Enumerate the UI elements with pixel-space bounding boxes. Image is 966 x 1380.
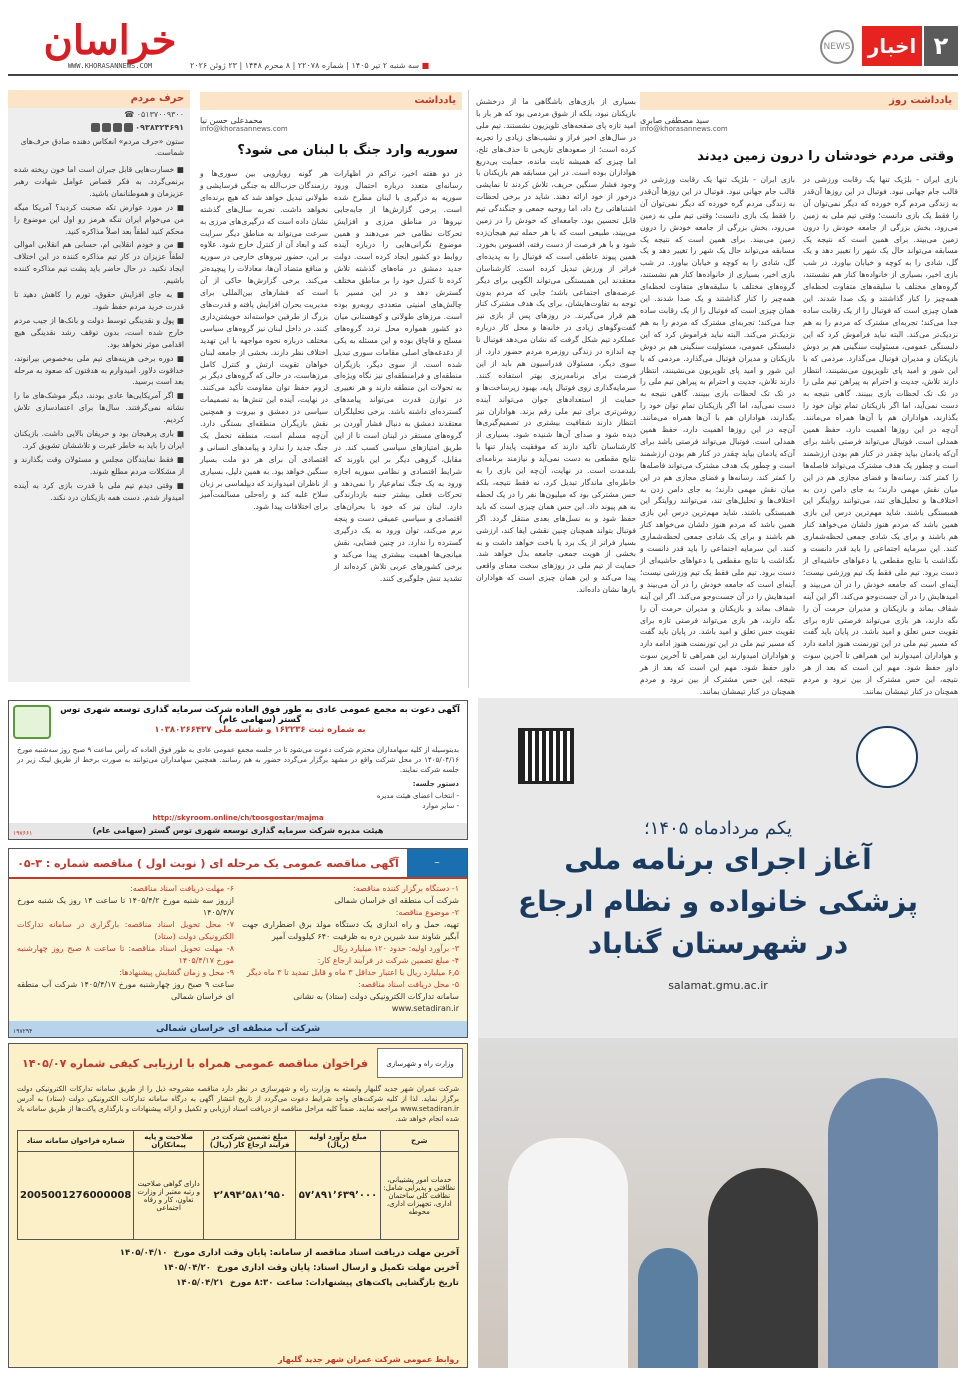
tender-items-right — [242, 883, 459, 1015]
table-cell: ۵۷٬۸۹۱٬۶۳۹٬۰۰۰ — [296, 1152, 380, 1240]
author-name: سید مصطفی صابری — [640, 116, 710, 125]
table-header: شماره فراخوان سامانه ستاد — [18, 1131, 134, 1152]
ad-code: ۱۹۷۲۹۴ — [13, 1028, 33, 1035]
child-figure — [638, 1248, 698, 1368]
tender-item: سامانه تدارکات الکترونیکی دولت (ستاد) به نشانی — [293, 992, 459, 1001]
dateline: ■ سه شنبه ۲ تیر ۱۴۰۵ | شماره ۲۲۰۷۸ | ۸ محرم ۱۴۴۸ | ۲۳ ژوئن ۲۰۲۶ — [190, 61, 430, 70]
ad-tender — [8, 848, 468, 1038]
ad-title: آگهی دعوت به مجمع عمومی عادی به طور فوق العاده شرکت سرمایه گذاری توسعه شهری توس گستر (سهامی عام) — [60, 705, 460, 725]
telegram-icon — [91, 123, 100, 132]
deadline-date: ۱۴۰۵/۰۴/۲۰ — [163, 1263, 211, 1273]
newspaper-logo: خراسان — [43, 17, 177, 64]
list-item: ■ اگر آمریکایی‌ها عادی بودند، دیگر موشک‌های ما را نشانه نمی‌گرفتند. سال‌ها برای اعتمادسازی تلاش کردیم. — [14, 391, 184, 425]
tender-item: ۲- موضوع مناقصه: — [395, 908, 459, 917]
deadline-date: ۱۴۰۵/۰۴/۱۰ — [119, 1248, 168, 1258]
social-icons: ۰۹۳۸۳۲۴۶۹۱ — [8, 121, 190, 134]
water-company-logo: ~ — [407, 849, 467, 877]
agenda-item: - انتخاب اعضای هیئت مدیره — [376, 792, 459, 800]
tender-item: ۶٫۵ میلیارد ریال با اعتبار حداقل ۳ ماه و قابل تمدید تا ۳ ماه دیگر — [246, 968, 459, 977]
family-photo — [478, 1038, 958, 1368]
author-email: info@khorasannews.com — [200, 125, 288, 133]
deadline-row — [17, 1261, 459, 1276]
tender-item: ۴- مبلغ تضمین شرکت در فرآیند ارجاع کار: — [317, 956, 459, 965]
article-text-col-2: هر گونه رویارویی بین سوری‌ها و رزمندگان حزب‌الله به جنگی فرسایشی و طولانی تبدیل خواهد شد که هیچ برنده‌ای نخواهد داشت. تجربه سال‌های گذشته نشان داده است که درگیری‌های مرزی به سرعت می‌تواند به مناطق دیگر سرایت کند و ابعاد آن از کنترل خارج شود. علاوه بر این، حضور نیروهای خارجی در سوریه و منافع متضاد آن‌ها، معادلات را پیچیده‌تر می‌کند. برخی گزارش‌ها حاکی از آن است که فشارهای بین‌المللی برای مدیریت بحران افزایش یافته و قدرت‌های بزرگ از طرفین خواسته‌اند خویشتن‌داری کنند. در داخل لبنان نیز گروه‌های سیاسی مختلف درباره نحوه مواجهه با این تهدید اختلاف نظر دارند. بخشی از جامعه لبنان خواهان تقویت ارتش و کنترل کامل مرزهاست، در حالی که گروه‌های دیگر بر لزوم حفظ توان مقاومت تأکید می‌کنند. در نهایت، آینده این تنش‌ها به تصمیمات سیاسی در دمشق و بیروت و همچنین نقش بازیگران منطقه‌ای بستگی دارد. آن‌چه مسلم است، منطقه تحمل یک جنگ جدید را ندارد و پیامدهای انسانی و اقتصادی آن برای هر دو ملت بسیار سنگین خواهد بود. به همین دلیل، بسیاری از ناظران امیدوارند که دیپلماسی بر زبان سلاح غلبه کند و راه‌حلی مسالمت‌آمیز برای اختلافات پیدا شود. — [200, 169, 328, 512]
ad-title: آگهی مناقصه عمومی یک مرحله ای ( نوبت اول ) مناقصه شماره : ۳-۰۵ — [17, 856, 399, 870]
table-header: مبلغ تضمین شرکت در فرآیند ارجاع کار (ریال) — [203, 1131, 295, 1152]
qr-code — [518, 728, 574, 784]
column-editorial-day — [640, 92, 958, 696]
deadline-label: آخرین مهلت تکمیل و ارسال اسناد: پایان وقت اداری مورخ — [216, 1263, 459, 1273]
list-item: ■ به جای افزایش حقوق، تورم را کاهش دهید تا قدرت خرید مردم حفظ شود. — [14, 290, 184, 311]
list-item: ■ پول و نقدینگی توسط دولت و بانک‌ها از جیب مردم خارج شده است، بدون توقف رشد نقدینگی هیچ اقدامی موثر نخواهد بود. — [14, 315, 184, 349]
bale-icon — [113, 123, 122, 132]
ad-footer: روابط عمومی شرکت عمران شهر جدید گلبهار — [277, 1355, 459, 1364]
masthead — [0, 0, 966, 80]
article-text-col-1: بازی ایران - بلژیک تنها یک رقابت ورزشی در قالب جام جهانی نبود. فوتبال در این روزها آن‌قدر به زندگی مردم گره خورده که دیگر نمی‌توان آن را فقط یک بازی دانست؛ وقتی تیم ملی به زمین می‌رود، بخش بزرگی از جامعه خودش را درون زمین می‌بیند. برای همین است که نتیجه یک مسابقه می‌تواند حال یک شهر را تغییر دهد و یک گل، شادی را به کوچه و خیابان بیاورد. در شب بازی اخیر، بسیاری از خانواده‌ها کنار هم نشستند، گروه‌های مختلف با سلیقه‌های متفاوت لحظه‌ای همه‌چیز را کنار گذاشتند و یک صدا شدند. این همان چیزی است که فوتبال را از یک رقابت ساده جدا می‌کند؛ تجربه‌ای مشترک که مردم را به هم نزدیک‌تر می‌کند. البته نباید فراموش کرد که این دلبستگی عمومی، مسئولیت سنگینی هم بر دوش بازیکنان و مدیران فوتبال می‌گذارد. مردمی که با این شور و امید پای تلویزیون می‌نشینند، انتظار دارند تلاش، جدیت و احترام به پیراهن تیم ملی را در تک تک لحظات بازی ببینند. گاهی نتیجه به دست نمی‌آید، اما اگر بازیکنان تمام توان خود را بگذارند، هواداران هم با آن‌ها همراه می‌مانند. آن‌چه در این روزها اهمیت دارد، حفظ همین همدلی است. فوتبال می‌تواند فرصتی باشد برای آن‌که یادمان بیاید چقدر در کنار هم بودن ارزشمند است و چطور یک هدف مشترک می‌تواند فاصله‌ها را کمتر کند. رسانه‌ها و فضای مجازی هم در این میان نقش مهمی دارند؛ به جای دامن زدن به اختلاف‌ها و تحلیل‌های تند، می‌توانند روایتگر این همبستگی باشند. شاید مهم‌ترین درس این بازی همین باشد که مردم هنوز دلشان می‌خواهد کنار هم باشند و برای یک شادی جمعی لحظه‌شماری کنند. این سرمایه اجتماعی را باید قدر دانست و نگذاشت با نتایج مقطعی یا دعواهای حاشیه‌ای از دست برود. تیم ملی فقط یک تیم ورزشی نیست؛ آینه‌ای است که جامعه خودش را در آن می‌بیند و امیدهایش را در آن جست‌وجو می‌کند. اگر این آینه شفاف بماند و بازیکنان و مدیران حرمت آن را نگه دارند، هر بازی می‌تواند فرصتی تازه برای تقویت حس تعلق و امید باشد. در پایان باید گفت که مسیر تیم ملی در این تورنمنت هنوز ادامه دارد و هواداران امیدوارند این همراهی تا آخرین سوت داور حفظ شود. مهم این است که بعد از هر نتیجه، این حس مشترک از بین نرود و مردم همچنان در کنار تیمشان بمانند. — [803, 175, 958, 696]
headline: سوریه وارد جنگ با لبنان می شود؟ — [237, 143, 458, 158]
logo-website: WWW.KHORASANNEWS.COM — [67, 62, 153, 70]
tender-item: www.setadiran.ir — [391, 1004, 459, 1013]
ad-code: ۱۹۷۶۶۱ — [13, 830, 33, 837]
list-item: ■ من و خودم انقلابی ام، حسابی هم انقلابی اموالی لطفاً عزیزان در کار تیم مذاکره کننده در این اختلاف ایجاد نکنید. در حال حاضر باید پشت تیم مذاکره کننده باشیم. — [14, 240, 184, 286]
kicker: یادداشت — [200, 92, 462, 110]
column-syria-article — [200, 92, 462, 678]
deadlines — [9, 1244, 467, 1293]
table-cell: 2005001276000008 — [18, 1152, 134, 1240]
eitaa-icon — [124, 123, 133, 132]
author-name: محمدعلی حسن نیا — [200, 116, 263, 125]
ad-shareholders-meeting — [8, 700, 468, 840]
tender-item: ۱- دستگاه برگزار کننده مناقصه: — [353, 884, 459, 893]
table-cell: خدمات امور پشتیبانی، نظافتی و پذیرایی شامل: نظافت کلی ساختمان اداری، تجهیزات اداری، محوطه — [380, 1152, 458, 1240]
deadline-label: آخرین مهلت دریافت اسناد مناقصه از سامانه: پایان وقت اداری مورخ — [173, 1248, 459, 1258]
agenda-item: - سایر موارد — [422, 802, 459, 810]
tender-item: ۸- مهلت تحویل اسناد مناقصه: تا ساعت ۸ صبح روز چهارشنبه مورخ ۱۴۰۵/۴/۱۷ — [17, 944, 234, 965]
kicker: یادداشت روز — [640, 92, 958, 110]
mother-figure — [708, 1168, 818, 1368]
table-header: مبلغ برآورد اولیه (ریال) — [296, 1131, 380, 1152]
tender-item: تهیه، حمل و راه اندازی یک دستگاه مولد برق اضطراری جهت آبگیر شاوند سد شیرین دره به ظرفیت ۶۴۰ کیلوولت آمپر — [242, 920, 459, 941]
table-cell: دارای گواهی صلاحیت و رتبه معتبر از وزارت تعاون، کار و رفاه اجتماعی — [134, 1152, 204, 1240]
section-name: اخبار — [862, 26, 922, 66]
tender-item: ۶- مهلت دریافت اسناد مناقصه: — [130, 884, 234, 893]
column-divider — [468, 90, 469, 688]
ad-date-line: یکم مردادماه ۱۴۰۵؛ — [644, 818, 792, 839]
tender-item: ۳- برآورد اولیه: حدود ۱۲۰ میلیارد ریال — [333, 944, 459, 953]
ad-registration: به شماره ثبت ۱۶۲۲۳۶ و شناسه ملی ۱۰۳۸۰۲۶۶۴۳۷ — [154, 725, 366, 735]
ad-footer: هیئت مدیره شرکت سرمایه گذاری توسعه شهری توس گستر (سهامی عام) — [9, 823, 467, 839]
list-item: ■ وقتی دیدم تیم ملی با قدرت بازی کرد به آینده امیدوار شدم. دست همه بازیکنان درد نکند. — [14, 480, 184, 502]
tender-item: شرکت آب منطقه ای خراسان شمالی — [334, 896, 459, 905]
headline: وقتی مردم خودشان را درون زمین دیدند — [697, 149, 954, 164]
section-number: ۲ — [924, 26, 958, 66]
list-item: ■ در مورد عوارض تکه صحبت کردید؟ آمریکا میگه من می‌خوام ایران تنگه هرمز رو اول این موضوع را محکم کنید لطفاً بعد اصلاً مذاکره کنید. — [14, 202, 184, 236]
tender-item: ۷- محل تحویل اسناد مناقصه: بارگزاری در سامانه تدارکات الکترونیکی دولت (ستاد) — [17, 920, 234, 941]
peoples-voice-box — [8, 90, 190, 682]
list-item: ■ دوره برخی هزینه‌های تیم ملی به‌خصوص بیرانوند، خداقوت دلاور. امیدوارم به هدفتون که صعود به مرحله بعد است برسید. — [14, 353, 184, 387]
peoples-voice-intro: ستون «حرف مردم» انعکاس دهنده صادق حرف‌های شماست. — [20, 137, 184, 157]
tender-item: ساعت ۹ صبح روز چهارشنبه مورخ ۱۴۰۵/۴/۱۷ شرکت آب منطقه ای خراسان شمالی — [17, 980, 235, 1001]
instagram-icon — [102, 123, 111, 132]
list-item: ■ خسارت‌هایی قابل جبران است اما خون ریخته شده برنمی‌گردد. به فکر قصاص عوامل شهادت رهبر عزیزمان و هموطنانمان باشید. — [14, 165, 184, 198]
table-header: شرح — [380, 1131, 458, 1152]
list-item: ■ فقط نمایندگان مجلس و مسئولان وقت بگذارند و از مشکلات مردم مطلع شوند. — [14, 454, 184, 476]
ad-body: بدینوسیله از کلیه سهامداران محترم شرکت دعوت می‌شود تا در جلسه مجمع عمومی عادی به طور فوق العاده که رأس ساعت ۹ صبح روز سه‌شنبه مورخ ۱۴۰۵/۰۴/۱۶ در محل شرکت واقع در مشهد برگزار می‌گردد حضور به هم رسانند. همچنین سهامداران می‌توانند به صورت برخط از طریق لینک زیر در جلسه شرکت نمایند. — [17, 746, 460, 774]
deadline-row — [17, 1276, 459, 1291]
ad-headline-3: در شهرستان گناباد — [587, 927, 849, 960]
tender-item: ۹- محل و زمان گشایش پیشنهادها: — [119, 968, 234, 977]
university-logo — [856, 726, 918, 788]
ad-headline-1: آغاز اجرای برنامه ملی — [564, 843, 872, 876]
meeting-link[interactable]: http://skyroom.online/ch/toosgostar/majma — [152, 814, 324, 822]
tender-items-left — [17, 883, 234, 1015]
author-email: info@khorasannews.com — [640, 125, 728, 133]
globe-icon: NEWS — [820, 30, 854, 64]
peoples-voice-list — [8, 160, 190, 509]
list-item: ■ باری پرهیجان بود و حریفان بالایی داشت. بازیکنان ایران را باید به خاطر غیرت و تلاششان تشویق کرد. — [14, 429, 184, 450]
ad-evaluation-tender — [8, 1043, 468, 1368]
table-header: صلاحیت و پایه پیمانکاران — [134, 1131, 204, 1152]
deadline-row — [17, 1246, 459, 1261]
deadline-date: ۱۴۰۵/۰۴/۲۱ — [176, 1278, 224, 1288]
ad-title: فراخوان مناقصه عمومی همراه با ارزیابی کیفی شماره ۱۴۰۵/۰۷ — [21, 1056, 369, 1070]
doctor-figure — [508, 1138, 628, 1368]
tender-table — [17, 1130, 459, 1240]
agenda-title: دستور جلسه: — [412, 780, 459, 788]
table-cell: ۲٬۸۹۴٬۵۸۱٬۹۵۰ — [203, 1152, 295, 1240]
tender-item: ۵- محل دریافت اسناد مناقصه: — [358, 980, 459, 989]
deadline-label: تاریخ بازگشایی پاکت‌های پیشنهادات: ساعت ۸:۳۰ مورخ — [229, 1278, 459, 1288]
company-logo — [13, 705, 51, 739]
ad-family-physician — [478, 698, 958, 1368]
ad-headline-2: پزشکی خانواده و نظام ارجاع — [517, 885, 919, 918]
phone-number: ☎ ۰۵۱۳۷۰۰۹۳۰۰ — [124, 110, 184, 119]
article-continuation: بسیاری از بازی‌های باشگاهی ما از درخشش بازیکنان نبود، بلکه از شوق مردمی بود که هر بار با امید تازه پای صفحه‌های تلویزیون نشستند. تیم ملی در سال‌های اخیر فراز و نشیب‌های زیادی را تجربه کرده است؛ از صعودهای تاریخی تا حذف‌های تلخ، اما چیزی که همیشه ثابت مانده، حمایت بی‌دریغ هواداران بوده است. در این مسابقه هم بازیکنان با وجود فشار سنگین حریف، تلاش کردند تا نمایشی درخور از خود ارائه دهند. شاید در برخی لحظات اشتباهاتی رخ داد، اما روحیه جمعی و جنگندگی تیم قابل تحسین بود. جامعه‌ای که خودش را در زمین می‌بیند، طبیعی است که با هر حمله تیم هیجان‌زده شود و با هر فرصت از دست رفته، افسوس بخورد. همین پیوند عاطفی است که فوتبال را به پدیده‌ای فراتر از ورزش تبدیل کرده است. کارشناسان معتقدند این همبستگی می‌تواند الگویی برای دیگر عرصه‌های اجتماعی باشد؛ جایی که مردم بدون توجه به تفاوت‌هایشان، برای یک هدف مشترک کنار هم قرار می‌گیرند. در روزهای پس از بازی نیز گفت‌وگوهای زیادی در خانه‌ها و محل کار درباره عملکرد تیم شکل گرفت که نشان می‌دهد فوتبال تا چه اندازه در زندگی روزمره مردم حضور دارد. از سوی دیگر، مسئولان فدراسیون هم باید از این فرصت برای برنامه‌ریزی بهتر استفاده کنند. سرمایه‌گذاری روی فوتبال پایه، بهبود زیرساخت‌ها و حمایت از استعدادهای جوان می‌تواند آینده روشن‌تری برای تیم ملی رقم بزند. هواداران نیز انتظار دارند شفافیت بیشتری در تصمیم‌گیری‌ها دیده شود و صدای آن‌ها شنیده شود. بسیاری از کارشناسان تأکید دارند که موفقیت پایدار تنها با نتایج مقطعی به دست نمی‌آید و نیازمند برنامه‌ای بلندمدت است. در نهایت، آن‌چه این بازی را به خاطره‌ای ماندگار تبدیل کرد، نه فقط نتیجه، بلکه حس مشترکی بود که میلیون‌ها نفر را در یک لحظه به هم پیوند داد. این حس همان چیزی است که باید حفظ شود و به نسل‌های بعدی منتقل گردد. اگر فوتبال بتواند همچنان چنین نقشی ایفا کند، ارزشی بسیار فراتر از یک برد یا باخت خواهد داشت و به بخشی از هویت جمعی جامعه بدل خواهد شد. حمایت از تیم ملی در روزهای سخت معنای واقعی پیدا می‌کند و این همان چیزی است که هواداران بارها نشان داده‌اند. — [476, 97, 636, 595]
peoples-voice-title: حرف مردم — [8, 90, 190, 108]
father-figure — [828, 1078, 938, 1368]
tender-item: ازروز سه شنبه مورخ ۱۴۰۵/۴/۲ تا ساعت ۱۴ روز یک شنبه مورخ ۱۴۰۵/۴/۷ — [17, 896, 235, 917]
ad-body: شرکت عمران شهر جدید گلبهار وابسته به وزارت راه و شهرسازی در نظر دارد مناقصه مشروحه ذیل را از طریق سامانه تدارکات الکترونیکی دولت برگزار نماید. لذا از کلیه شرکت‌های واجد شرایط دعوت می‌گردد از تاریخ انتشار آگهی به درگاه سامانه تدارکات الکترونیکی دولت (ستاد) به آدرس www.setadiran.ir مراجعه نمایند. ضمناً کلیه مراحل مناقصه از دریافت اسناد ارزیابی و تکمیل و ارائه پیشنهادات و بارگذاری پاکت‌ها از طریق سامانه یاد شده انجام خواهد شد. — [17, 1085, 459, 1123]
article-text-col-2: بازی ایران - بلژیک تنها یک رقابت ورزشی در قالب جام جهانی نبود. فوتبال در این روزها آن‌قدر به زندگی مردم گره خورده که دیگر نمی‌توان آن را فقط یک بازی دانست؛ وقتی تیم ملی به زمین می‌رود، بخش بزرگی از جامعه خودش را درون زمین می‌بیند. برای همین است که نتیجه یک مسابقه می‌تواند حال یک شهر را تغییر دهد و یک گل، شادی را به کوچه و خیابان بیاورد. در شب بازی اخیر، بسیاری از خانواده‌ها کنار هم نشستند، گروه‌های مختلف با سلیقه‌های متفاوت لحظه‌ای همه‌چیز را کنار گذاشتند و یک صدا شدند. این همان چیزی است که فوتبال را از یک رقابت ساده جدا می‌کند؛ تجربه‌ای مشترک که مردم را به هم نزدیک‌تر می‌کند. البته نباید فراموش کرد که این دلبستگی عمومی، مسئولیت سنگینی هم بر دوش بازیکنان و مدیران فوتبال می‌گذارد. مردمی که با این شور و امید پای تلویزیون می‌نشینند، انتظار دارند تلاش، جدیت و احترام به پیراهن تیم ملی را در تک تک لحظات بازی ببینند. گاهی نتیجه به دست نمی‌آید، اما اگر بازیکنان تمام توان خود را بگذارند، هواداران هم با آن‌ها همراه می‌مانند. آن‌چه در این روزها اهمیت دارد، حفظ همین همدلی است. فوتبال می‌تواند فرصتی باشد برای آن‌که یادمان بیاید چقدر در کنار هم بودن ارزشمند است و چطور یک هدف مشترک می‌تواند فاصله‌ها را کمتر کند. رسانه‌ها و فضای مجازی هم در این میان نقش مهمی دارند؛ به جای دامن زدن به اختلاف‌ها و تحلیل‌های تند، می‌توانند روایتگر این همبستگی باشند. شاید مهم‌ترین درس این بازی همین باشد که مردم هنوز دلشان می‌خواهد کنار هم باشند و برای یک شادی جمعی لحظه‌شماری کنند. این سرمایه اجتماعی را باید قدر دانست و نگذاشت با نتایج مقطعی یا دعواهای حاشیه‌ای از دست برود. تیم ملی فقط یک تیم ورزشی نیست؛ آینه‌ای است که جامعه خودش را در آن می‌بیند و امیدهایش را در آن جست‌وجو می‌کند. اگر این آینه شفاف بماند و بازیکنان و مدیران حرمت آن را نگه دارند، هر بازی می‌تواند فرصتی تازه برای تقویت حس تعلق و امید باشد. در پایان باید گفت که مسیر تیم ملی در این تورنمنت هنوز ادامه دارد و هواداران امیدوارند این همراهی تا آخرین سوت داور حفظ شود. مهم این است که بعد از هر نتیجه، این حس مشترک از بین نرود و مردم همچنان در کنار تیمشان بمانند. — [640, 175, 795, 696]
header-rule — [8, 74, 958, 76]
ad-footer: شرکت آب منطقه ای خراسان شمالی — [9, 1021, 467, 1037]
ad-url[interactable]: salamat.gmu.ac.ir — [668, 979, 768, 992]
article-text-col-1: در دو هفته اخیر، تراکم در اظهارات رسانه‌ای متعدد درباره احتمال ورود سوریه به درگیری با لبنان مطرح شده است. برخی گزارش‌ها از جابه‌جایی نیروها در مناطق مرزی و افزایش تحرکات نظامی خبر می‌دهند و همین موضوع نگرانی‌هایی را درباره آینده روابط دو کشور ایجاد کرده است. دولت جدید دمشق در ماه‌های گذشته تلاش کرده تا کنترل خود را بر مناطق مختلف گسترش دهد و در این مسیر با چالش‌های امنیتی متعددی روبه‌رو بوده است. مرزهای طولانی و کوهستانی میان دو کشور همواره محل تردد گروه‌های مسلح و قاچاق بوده و این مسئله به یکی از دغدغه‌های اصلی مقامات سوری تبدیل شده است. از سوی دیگر، بازیگران منطقه‌ای و فرامنطقه‌ای نیز نگاه ویژه‌ای به تحولات این منطقه دارند و هر تغییری در توازن قدرت می‌تواند پیامدهای گسترده‌ای داشته باشد. برخی تحلیلگران معتقدند دمشق به دنبال فشار آوردن بر گروه‌های مستقر در لبنان است تا از این طریق امتیازهای سیاسی کسب کند. در مقابل، گروهی دیگر بر این باورند که شرایط اقتصادی و نظامی سوریه اجازه ورود به یک جنگ تمام‌عیار را نمی‌دهد و تحرکات فعلی بیشتر جنبه بازدارندگی دارد. لبنان نیز که خود با بحران‌های اقتصادی و سیاسی عمیقی دست و پنجه نرم می‌کند، توان ورود به یک درگیری گسترده را ندارد. در چنین فضایی، نقش میانجی‌ها اهمیت بیشتری پیدا می‌کند و برخی کشورهای عربی تلاش کرده‌اند از تشدید تنش جلوگیری کنند. — [334, 169, 462, 583]
ministry-logo: وزارت راه و شهرسازی — [377, 1048, 463, 1078]
